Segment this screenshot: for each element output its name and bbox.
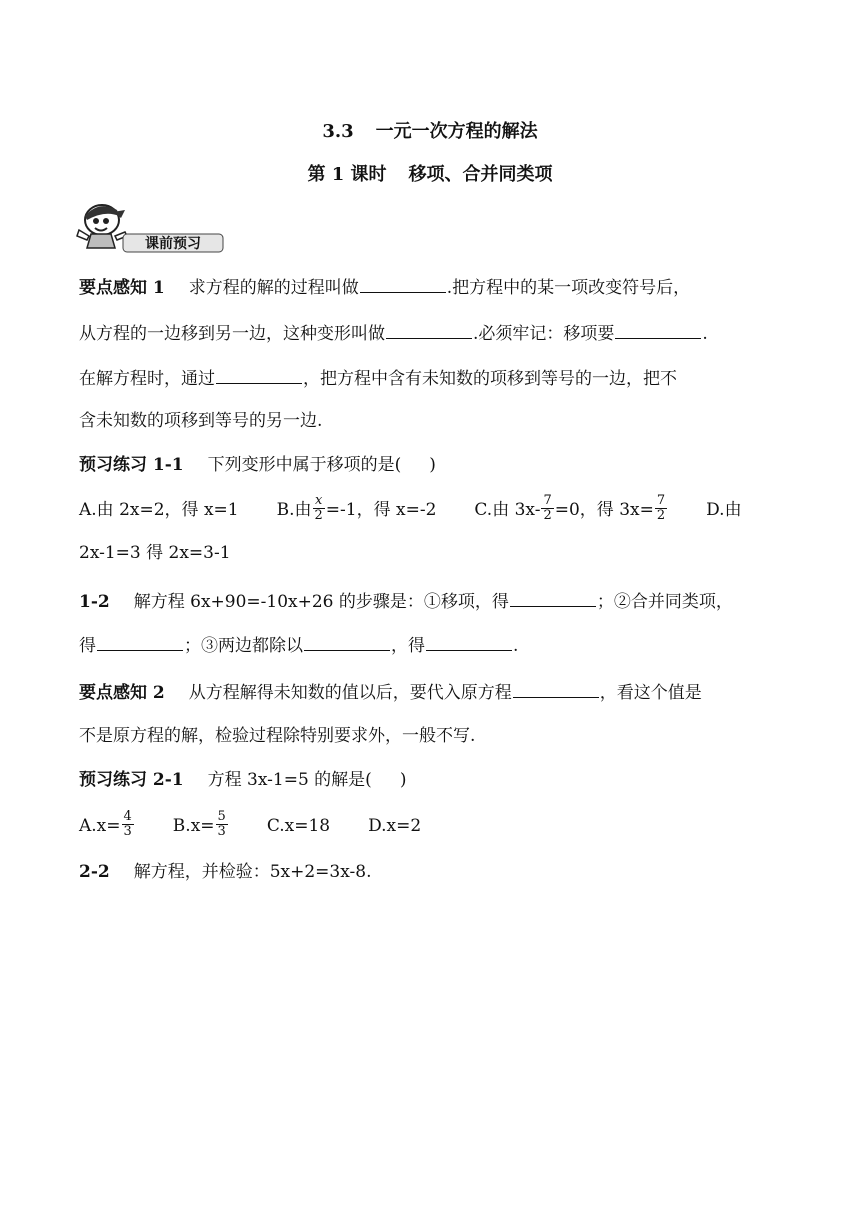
option-c: C.由 3x- [474,500,541,520]
ex12-text: 得 [79,636,96,656]
section-number: 3.3 [322,121,354,142]
kp1-line-3 [79,365,677,391]
answer-blank[interactable] [97,632,183,651]
ex12-label: 1-2 [79,592,110,612]
answer-blank[interactable] [426,632,512,651]
kp1-line-2 [79,320,708,346]
kp1-text: .必须牢记：移项要 [473,324,615,344]
ex22-question [79,860,372,884]
option-c: =0，得 3x= [554,500,654,520]
preview-badge-label: 课前预习 [145,236,201,252]
ex22-text: 解方程，并检验：5x+2=3x-8. [133,862,372,882]
ex21-text: ) [399,770,407,790]
option-b: =-1，得 x=-2 [325,500,437,520]
option-b: B.由 [276,500,312,520]
answer-blank[interactable] [386,320,472,339]
section-name: 一元一次方程的解法 [375,121,538,142]
ex21-text: 方程 3x-1=5 的解是( [207,770,372,790]
kp1-text: 从方程的一边移到另一边，这种变形叫做 [79,324,385,344]
option-b: B.x= [172,816,215,836]
preview-badge [75,200,225,256]
kp2-text: 从方程解得未知数的值以后，要代入原方程 [188,683,512,703]
lesson-number: 第 1 课时 [307,164,387,185]
ex11-question [79,453,436,477]
answer-blank[interactable] [216,365,302,384]
option-d: D.x=2 [368,816,422,836]
ex11-label: 预习练习 1-1 [79,455,184,475]
ex11-text: 下列变形中属于移项的是( [207,455,402,475]
ex21-options [79,809,422,841]
fraction: $\frac{4}{3}$ [123,809,132,839]
ex12-text: ，得 [391,636,425,656]
ex12-text: 解方程 6x+90=-10x+26 的步骤是：①移项，得 [133,592,509,612]
lesson-name: 移项、合并同类项 [408,164,553,185]
fraction: $\frac{5}{3}$ [217,809,226,839]
ex11-options [79,493,742,525]
kp1-text: .把方程中的某一项改变符号后， [446,278,691,298]
answer-blank[interactable] [615,320,701,339]
kp2-line-1 [79,679,702,705]
kp1-line-4: 含未知数的项移到等号的另一边. [79,411,323,431]
answer-blank[interactable] [510,588,596,607]
kp2-line-2: 不是原方程的解，检验过程除特别要求外，一般不写. [79,726,476,746]
option-a: A.由 2x=2，得 x=1 [79,500,239,520]
kp1-text: ，把方程中含有未知数的项移到等号的一边，把不 [303,369,677,389]
fraction: $\frac{7}{2}$ [656,493,666,523]
kp1-label: 要点感知 1 [79,278,165,298]
option-a: A.x= [79,816,121,836]
option-c: C.x=18 [266,816,331,836]
ex12-text: ；③两边都除以 [184,636,303,656]
ex21-label: 预习练习 2-1 [79,770,184,790]
ex12-line-2 [79,632,518,658]
option-d: D.由 [706,500,742,520]
ex12-line-1 [79,588,733,614]
lesson-title [0,160,860,186]
ex11-text: ) [429,455,436,475]
kp1-text: 求方程的解的过程叫做 [188,278,359,298]
kp2-label: 要点感知 2 [79,683,165,703]
kp2-text: ，看这个值是 [599,683,702,703]
ex12-text: ；②合并同类项， [596,592,733,612]
answer-blank[interactable] [513,679,599,698]
ex12-text: . [513,636,519,656]
answer-blank[interactable] [304,632,390,651]
ex21-question [79,768,406,792]
kp1-text: . [702,324,708,344]
cartoon-boy-icon [77,205,127,248]
fraction: $\frac{x}{2}$ [314,493,323,523]
answer-blank[interactable] [360,274,446,293]
ex22-label: 2-2 [79,862,110,882]
section-title [0,117,860,143]
ex11-option-d-continued: 2x-1=3 得 2x=3-1 [79,543,231,563]
kp1-line-1 [79,274,690,300]
fraction: $\frac{7}{2}$ [543,493,552,523]
kp1-text: 在解方程时，通过 [79,369,215,389]
